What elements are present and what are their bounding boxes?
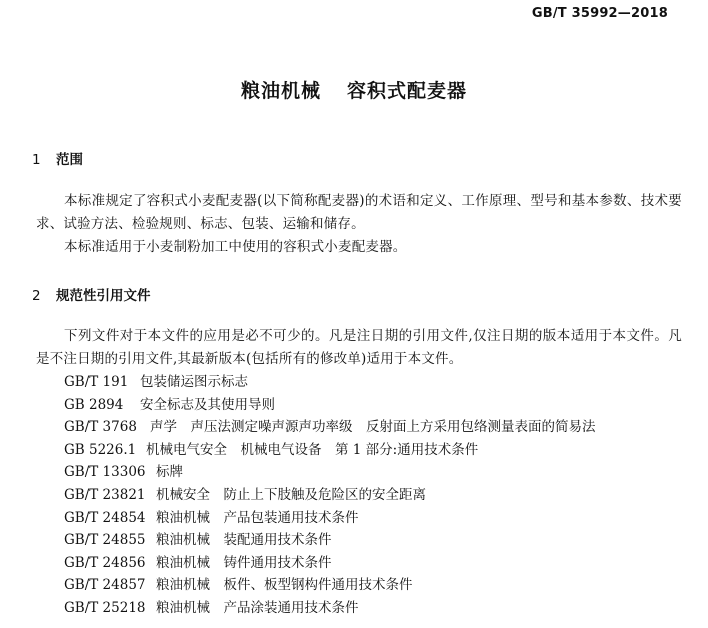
reference-code: GB/T 24856 <box>64 554 146 571</box>
reference-title: 粮油机械 产品涂装通用技术条件 <box>156 599 359 616</box>
reference-title: 声学 声压法测定噪声源声功率级 反射面上方采用包络测量表面的简易法 <box>150 419 596 436</box>
reference-code: GB 2894 <box>64 396 124 413</box>
reference-title: 机械电气安全 机械电气设备 第 1 部分:通用技术条件 <box>146 441 479 458</box>
reference-title: 粮油机械 板件、板型钢构件通用技术条件 <box>156 577 413 594</box>
reference-title: 包装储运图示标志 <box>140 374 248 390</box>
reference-code: GB 5226.1 <box>64 441 137 458</box>
section-1-heading <box>32 148 83 168</box>
section-1-para-1: 本标准规定了容积式小麦配麦器(以下简称配麦器)的术语和定义、工作原理、型号和基本参数、技术要求、试验方法、检验规则、标志、包装、运输和储存。 <box>36 193 682 232</box>
section-1-number: 1 <box>32 152 41 168</box>
reference-item <box>64 552 596 575</box>
reference-title: 标牌 <box>156 464 183 481</box>
reference-title: 粮油机械 装配通用技术条件 <box>156 532 332 549</box>
reference-item <box>64 484 596 507</box>
reference-code: GB/T 24855 <box>64 532 146 549</box>
section-2-heading <box>32 284 151 304</box>
reference-code: GB/T 3768 <box>64 419 137 436</box>
reference-item <box>64 597 596 620</box>
reference-title: 机械安全 防止上下肢触及危险区的安全距离 <box>156 486 426 503</box>
reference-item <box>64 439 596 462</box>
reference-code: GB/T 25218 <box>64 599 146 616</box>
reference-code: GB/T 13306 <box>64 464 146 481</box>
reference-title: 安全标志及其使用导则 <box>140 396 275 413</box>
section-2-title: 规范性引用文件 <box>56 288 151 304</box>
reference-list <box>64 371 596 620</box>
document-title <box>0 76 708 103</box>
reference-title: 粮油机械 产品包装通用技术条件 <box>156 509 359 526</box>
reference-code: GB/T 24854 <box>64 509 146 526</box>
reference-item <box>64 574 596 597</box>
reference-item <box>64 371 596 394</box>
standard-code: GB/T 35992—2018 <box>531 6 668 21</box>
reference-code: GB/T 24857 <box>64 577 146 594</box>
reference-code: GB/T 191 <box>64 374 129 390</box>
reference-item <box>64 507 596 530</box>
section-1-title: 范围 <box>56 152 83 168</box>
section-2-number: 2 <box>32 288 41 304</box>
section-2-para-1: 下列文件对于本文件的应用是必不可少的。凡是注日期的引用文件,仅注日期的版本适用于本文件。凡是不注日期的引用文件,其最新版本(包括所有的修改单)适用于本文件。 <box>36 328 682 367</box>
reference-item <box>64 529 596 552</box>
reference-item <box>64 394 596 417</box>
title-part-1: 粮油机械 <box>240 80 321 102</box>
section-1-para-2: 本标准适用于小麦制粉加工中使用的容积式小麦配麦器。 <box>64 239 407 255</box>
title-part-2: 容积式配麦器 <box>347 80 468 102</box>
reference-item <box>64 461 596 484</box>
reference-code: GB/T 23821 <box>64 486 146 503</box>
reference-item <box>64 416 596 439</box>
reference-title: 粮油机械 铸件通用技术条件 <box>156 554 332 571</box>
